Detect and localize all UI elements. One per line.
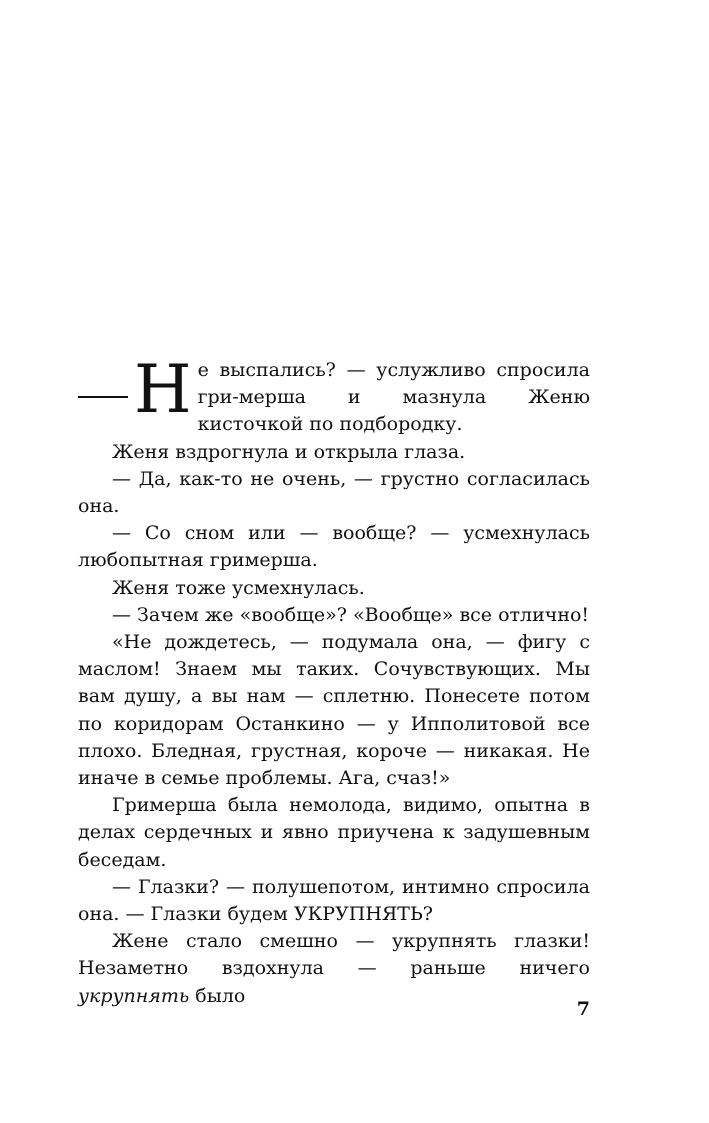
body-text (78, 351, 590, 1010)
drop-cap: Н (134, 351, 192, 428)
paragraph-10-start: Жене стало смешно — укрупнять глазки! Незаметно вздохнула — раньше ничего (78, 930, 590, 980)
paragraph-6: — Зачем же «вообще»? «Вообще» все отлично! (112, 603, 590, 626)
paragraph-4: — Со сном или — вообще? — усмехнулась любопытная гримерша. (78, 522, 590, 572)
paragraph-3: — Да, как-то не очень, — грустно согласилась она. (78, 467, 590, 518)
paragraph-10 (78, 928, 590, 1010)
drop-cap-block (78, 351, 198, 428)
paragraph-10-end: было (189, 984, 246, 1007)
paragraph-2: Женя вздрогнула и открыла глаза. (112, 440, 466, 463)
paragraph-1-first-line: е выспались? — услужливо спросила гри (197, 359, 590, 409)
paragraph-1: Н е выспались? — услужливо спросила гри-мерша и мазнула Женю кисточкой по подбородку. (78, 357, 590, 439)
paragraph-9: — Глазки? — полушепотом, интимно спросила она. — Глазки будем УКРУПНЯТЬ? (78, 875, 590, 926)
page-number: 7 (576, 998, 590, 1020)
emphasis-word: укрупнять (78, 984, 190, 1007)
paragraph-7: «Не дождетесь, — подумала она, — фигу с маслом! Знаем мы таких. Сочувствующих. Мы вам душу, а вы нам — сплетню. Понесете потом по коридорам Останкино — у Ипполитовой все плохо. Бледная, грустная, короче — никакая. Не иначе в семье проблемы. Ага, счаз!» (78, 631, 590, 790)
dash-rule (78, 396, 128, 398)
paragraph-5: Женя тоже усмехнулась. (112, 576, 365, 599)
paragraph-8: Гримерша была немолода, видимо, опытна в делах сердечных и явно приучена к задушевным беседам. (78, 794, 590, 871)
paragraph-1-rest: мерша и мазнула Женю кисточкой по подбородку. (197, 386, 590, 436)
